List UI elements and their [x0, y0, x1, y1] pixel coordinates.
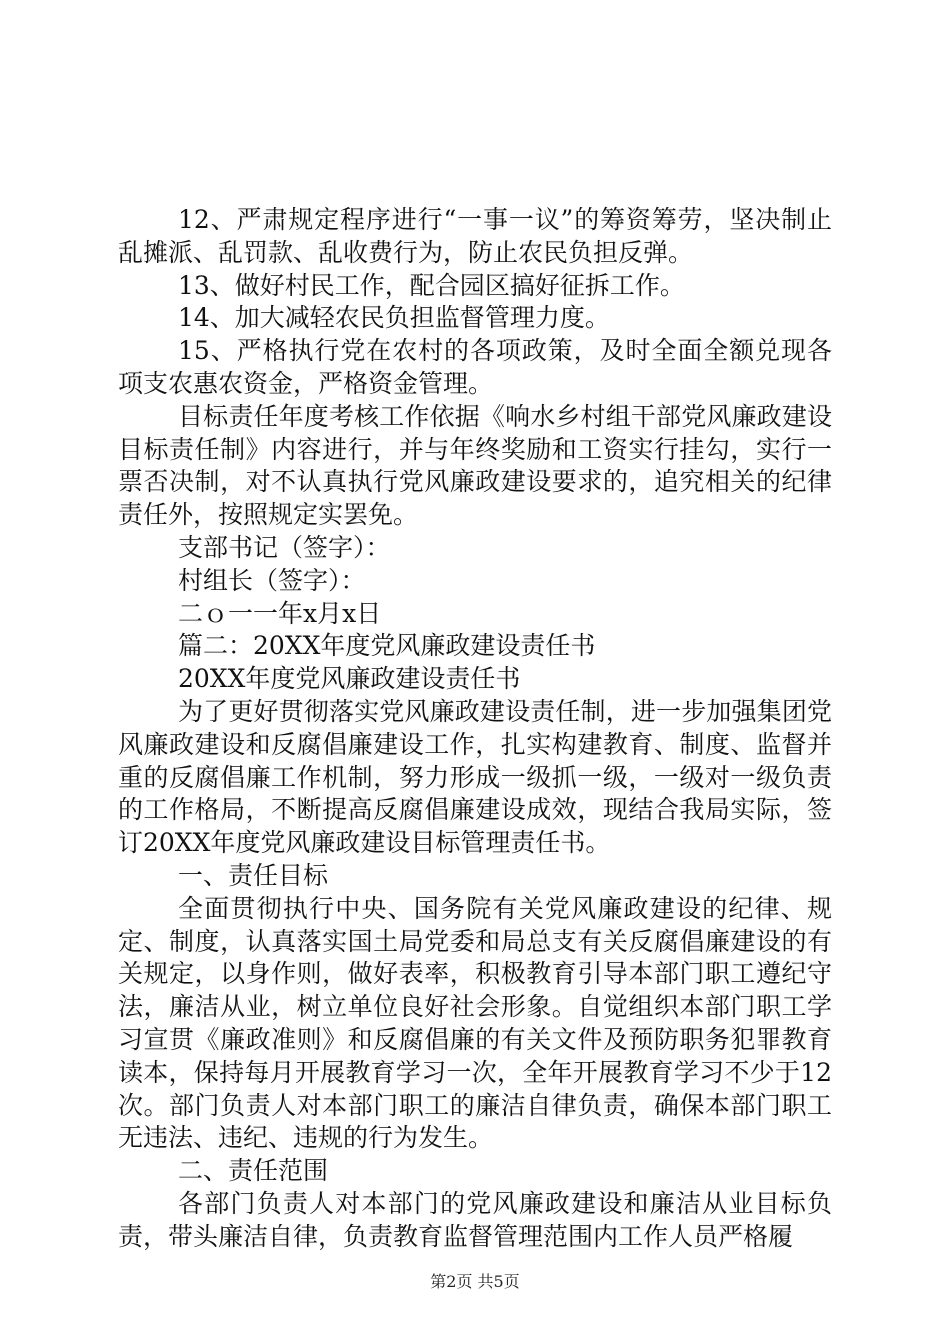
section-heading-scope: 二、责任范围: [178, 1156, 329, 1186]
document-date: 二ｏ一一年x月x日: [178, 598, 382, 628]
paragraph-assessment: 目标责任年度考核工作依据《响水乡村组干部党风廉政建设目标责任制》内容进行，并与年终奖励和工资实行挂勾，实行一票否决制，对不认真执行党风廉政建设要求的，追究相关的纪律责任外，按照规定实罢免。: [118, 401, 832, 530]
paragraph-intro: 为了更好贯彻落实党风廉政建设责任制，进一步加强集团党风廉政建设和反腐倡廉建设工作，扎实构建教育、制度、监督并重的反腐倡廉工作机制，努力形成一级抓一级，一级对一级负责的工作格局，不断提高反腐倡廉建设成效，现结合我局实际，签订20XX年度党风廉政建设目标管理责任书。: [118, 696, 832, 858]
section-heading-goals: 一、责任目标: [178, 860, 329, 890]
paragraph-item-12: 12、严肃规定程序进行“一事一议”的筹资筹劳，坚决制止乱摊派、乱罚款、乱收费行为，防止农民负担反弹。: [118, 205, 832, 267]
signature-branch-secretary: 支部书记（签字）：: [178, 532, 391, 562]
document-title: 20XX年度党风廉政建设责任书: [178, 664, 521, 694]
signature-village-leader: 村组长（签字）：: [178, 565, 366, 595]
paragraph-scope: 各部门负责人对本部门的党风廉政建设和廉洁从业目标负责，带头廉洁自律，负责教育监督管理范围内工作人员严格履: [118, 1188, 832, 1251]
section-heading-part-two: 篇二：20XX年度党风廉政建设责任书: [178, 631, 596, 661]
page-number-footer: 第2页 共5页: [430, 1272, 520, 1291]
document-body: [118, 204, 832, 1254]
paragraph-goals: 全面贯彻执行中央、国务院有关党风廉政建设的纪律、规定、制度，认真落实国土局党委和局总支有关反腐倡廉建设的有关规定，以身作则，做好表率，积极教育引导本部门职工遵纪守法，廉洁从业，树立单位良好社会形象。自觉组织本部门职工学习宣贯《廉政准则》和反腐倡廉的有关文件及预防职务犯罪教育读本，保持每月开展教育学习一次，全年开展教育学习不少于12次。部门负责人对本部门职工的廉洁自律负责，确保本部门职工无违法、违纪、违规的行为发生。: [118, 893, 832, 1153]
paragraph-item-14: 14、加大减轻农民负担监督管理力度。: [178, 303, 610, 333]
paragraph-item-15: 15、严格执行党在农村的各项政策，及时全面全额兑现各项支农惠农资金，严格资金管理。: [118, 336, 832, 398]
paragraph-item-13: 13、做好村民工作，配合园区搞好征拆工作。: [178, 270, 685, 300]
